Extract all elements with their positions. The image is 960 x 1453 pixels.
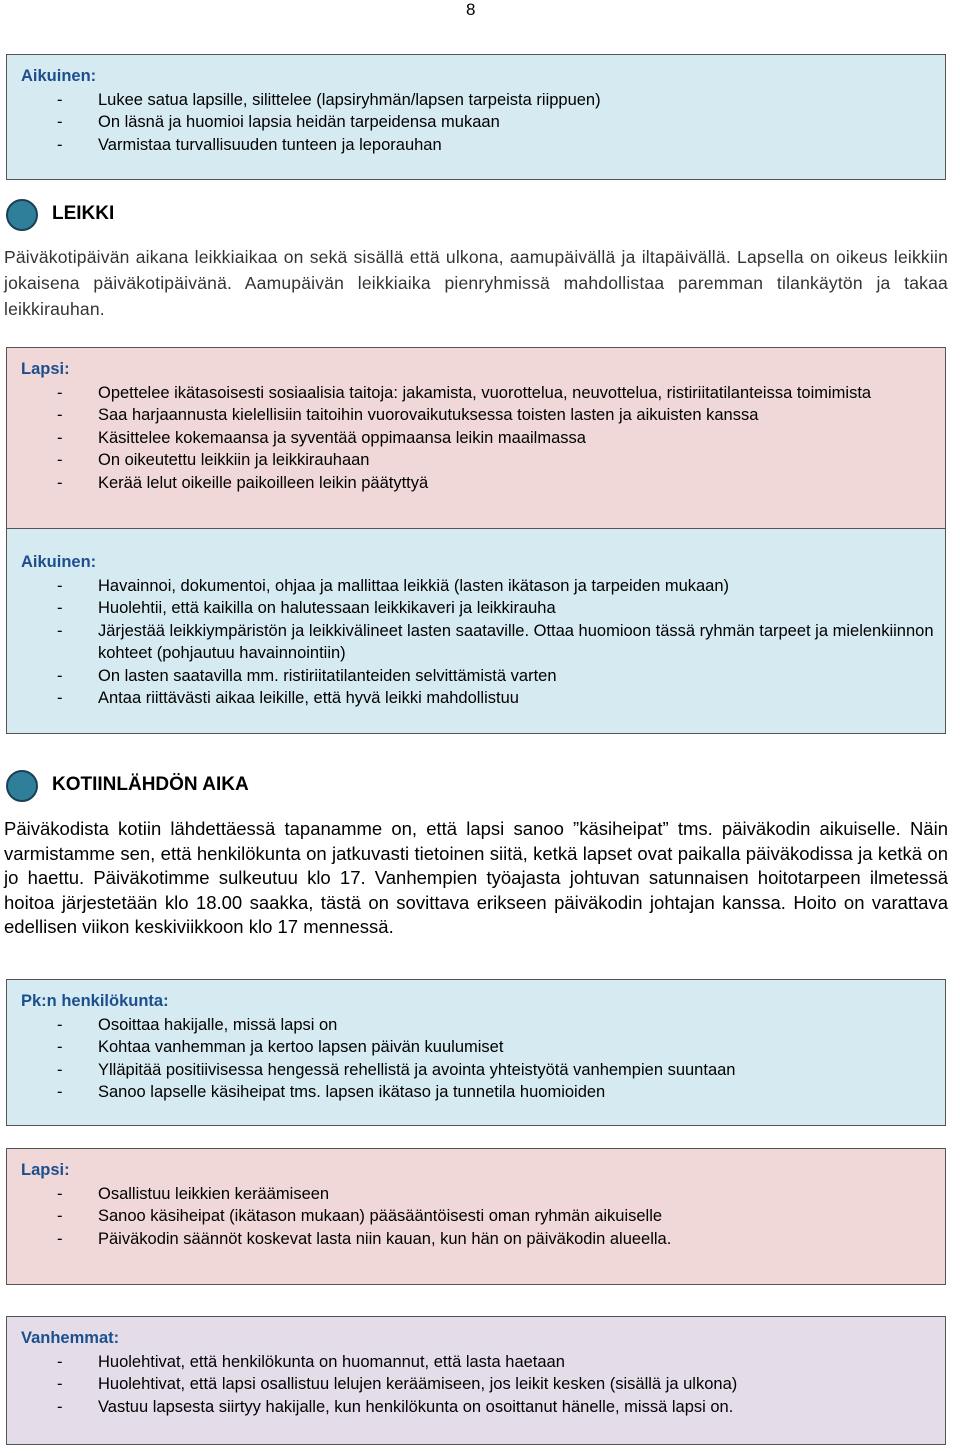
list-item: - Huolehtivat, että henkilökunta on huomannut, että lasta haetaan <box>57 1352 565 1371</box>
list-item: - Osallistuu leikkien keräämiseen <box>57 1184 330 1203</box>
staff-role-box <box>6 979 946 1126</box>
list-item: - Opettelee ikätasoisesti sosiaalisia taitoja: jakamista, vuorottelua, neuvottelua, ristiriitatilanteissa toimimista <box>57 383 872 402</box>
bullet-list <box>21 1351 945 1419</box>
list-item: - Sanoo lapselle käsiheipat tms. lapsen ikätaso ja tunnetila huomioiden <box>57 1083 606 1101</box>
adult-role-box-play <box>6 528 946 734</box>
section-title: KOTIINLÄHDÖN AIKA <box>52 774 249 795</box>
list-item: - Päiväkodin säännöt koskevat lasta niin kauan, kun hän on päiväkodin alueella. <box>57 1229 672 1248</box>
list-item: - Varmistaa turvallisuuden tunteen ja leporauhan <box>57 135 442 154</box>
list-item: - Saa harjaannusta kielellisiin taitoihin vuorovaikutuksessa toisten lasten ja aikuisten kanssa <box>57 406 759 424</box>
list-item: - On läsnä ja huomioi lapsia heidän tarpeidensa mukaan <box>57 113 500 131</box>
list-item: - Havainnoi, dokumentoi, ohjaa ja mallittaa leikkiä (lasten ikätason ja tarpeiden mukaan) <box>57 576 730 595</box>
list-item: - Antaa riittävästi aikaa leikille, että hyvä leikki mahdollistuu <box>57 689 519 707</box>
box-heading: Vanhemmat: <box>21 1329 120 1347</box>
leikki-paragraph: Päiväkotipäivän aikana leikkiaikaa on sekä sisällä että ulkona, aamupäivällä ja iltapäivällä. Lapsella on oikeus leikkiin jokaisena päiväkotipäivänä. Aamupäivän leikkiaika pienryhmissä mahdollistaa paremman tilankäytön ja takaa leikkirauhan. <box>4 247 948 319</box>
list-item: - On lasten saatavilla mm. ristiriitatilanteiden selvittämistä varten <box>57 666 557 685</box>
box-heading: Lapsi: <box>21 360 70 378</box>
box-heading: Aikuinen: <box>21 67 97 85</box>
bullet-circle-icon <box>6 770 38 802</box>
kotiin-paragraph: Päiväkodista kotiin lähdettäessä tapanamme on, että lapsi sanoo ”käsiheipat” tms. päiväkodin aikuiselle. Näin varmistamme sen, että henkilökunta on jatkuvasti tietoinen siitä, ketkä lapset ovat paikalla päiväkodissa ja ketkä on jo haettu. Päiväkotimme sulkeutuu klo 17. Vanhempien työajasta johtuvan satunnaisen hoitotarpeen ilmetessä hoitoa järjestetään klo 18.00 saakka, tästä on sovittava erikseen päiväkodin johtajan kanssa. Hoito on varattava edellisen viikon keskiviikkoon klo 17 mennessä. <box>4 818 948 937</box>
list-item: - Ylläpitää positiivisessa hengessä rehellistä ja avointa yhteistyötä vanhempien suuntaan <box>57 1060 736 1079</box>
bullet-list <box>21 382 945 495</box>
child-role-box-pickup <box>6 1148 946 1285</box>
list-item: - Kerää lelut oikeille paikoilleen leikin päätyttyä <box>57 473 429 492</box>
list-item: - Vastuu lapsesta siirtyy hakijalle, kun henkilökunta on osoittanut hänelle, missä lapsi on. <box>57 1397 734 1416</box>
list-item: - Sanoo käsiheipat (ikätason mukaan) pääsääntöisesti oman ryhmän aikuiselle <box>57 1207 663 1225</box>
bullet-list <box>21 1183 945 1251</box>
list-item: - Kohtaa vanhemman ja kertoo lapsen päivän kuulumiset <box>57 1038 504 1056</box>
parents-role-box <box>6 1316 946 1445</box>
bullet-list <box>21 575 945 710</box>
bullet-circle-icon <box>6 199 38 231</box>
box-heading: Lapsi: <box>21 1161 70 1179</box>
list-item: - Osoittaa hakijalle, missä lapsi on <box>57 1015 338 1034</box>
list-item: - Järjestää leikkiympäristön ja leikkivälineet lasten saataville. Ottaa huomioon tässä ryhmän tarpeet ja mielenkiinnon kohteet (pohjautuu havainnointiin) <box>57 621 934 662</box>
list-item: - Lukee satua lapsille, silittelee (lapsiryhmän/lapsen tarpeista riippuen) <box>57 90 601 109</box>
adult-role-box-rest <box>6 54 946 180</box>
list-item: - Käsittelee kokemaansa ja syventää oppimaansa leikin maailmassa <box>57 428 586 447</box>
bullet-list <box>21 89 945 157</box>
box-heading: Aikuinen: <box>21 553 97 571</box>
box-heading: Pk:n henkilökunta: <box>21 992 169 1010</box>
bullet-list <box>21 1014 945 1104</box>
child-role-box-play <box>6 347 946 529</box>
list-item: - Huolehtii, että kaikilla on halutessaan leikkikaveri ja leikkirauha <box>57 599 556 617</box>
list-item: - Huolehtivat, että lapsi osallistuu lelujen keräämiseen, jos leikit kesken (sisällä ja ulkona) <box>57 1375 738 1393</box>
list-item: - On oikeutettu leikkiin ja leikkirauhaan <box>57 451 370 469</box>
page-number: 8 <box>466 0 476 19</box>
section-title: LEIKKI <box>52 203 115 224</box>
